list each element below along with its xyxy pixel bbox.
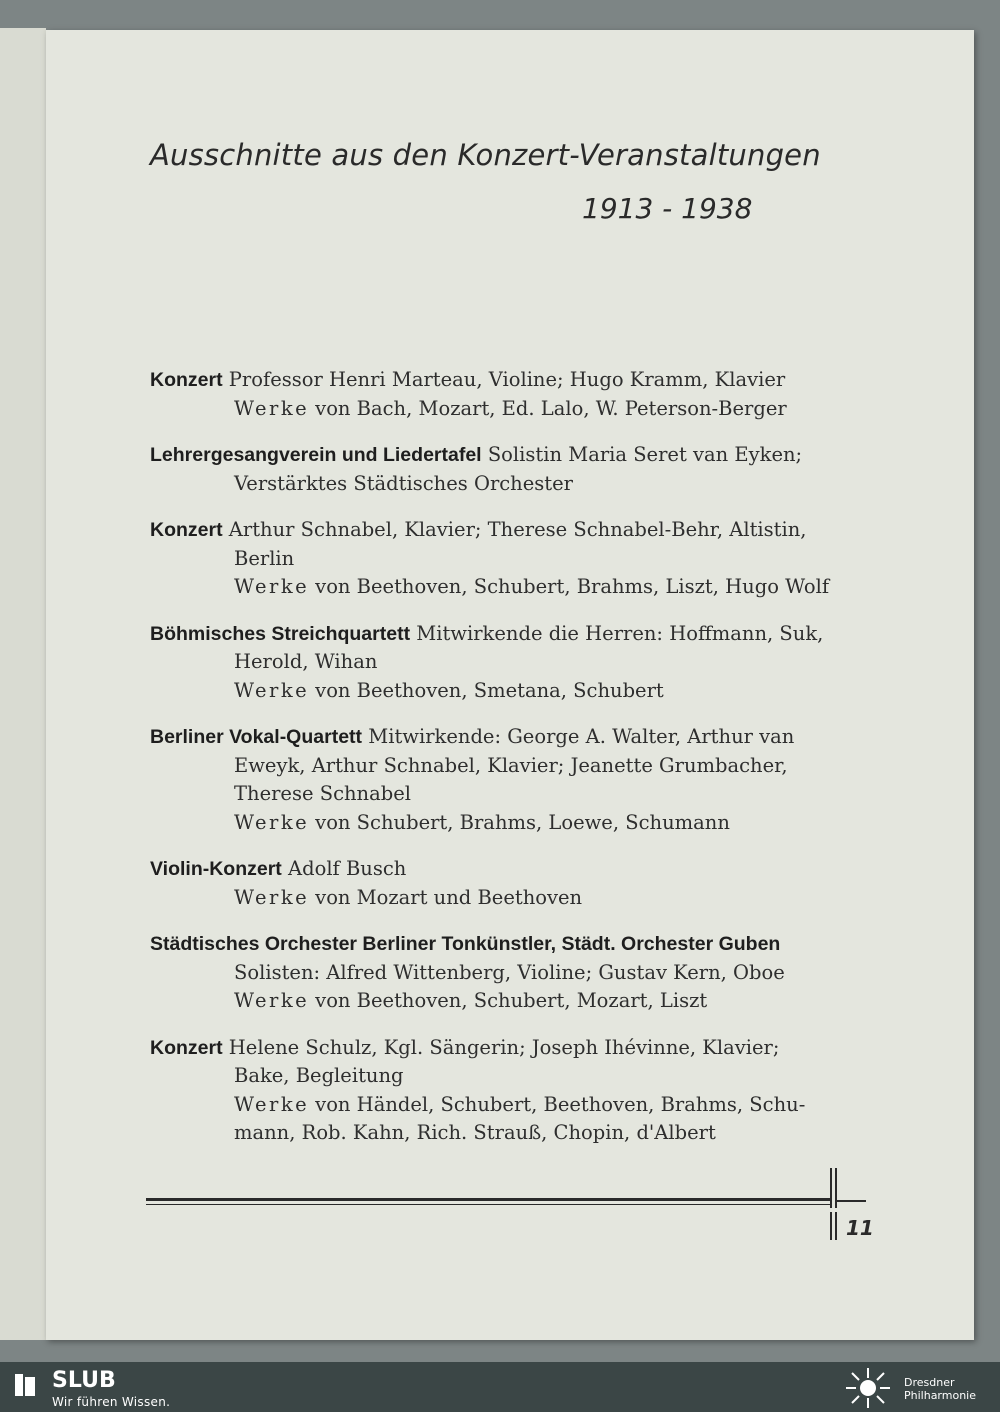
library-tagline: Wir führen Wissen. [52,1395,171,1409]
page-title: Ausschnitte aus den Konzert-Veranstaltungen [150,138,821,172]
entry-lead: Böhmisches Streichquartett [150,622,411,645]
entry-first-text: Helene Schulz, Kgl. Sängerin; Joseph Ihévinne, Klavier; [228,1035,780,1059]
footer-rule-thin [146,1204,832,1205]
corner-bar [835,1168,837,1208]
works-label: Werke [234,1092,310,1116]
page-number: 11 [846,1216,874,1240]
corner-bar [835,1212,837,1240]
entry-continuation: Therese Schnabel [234,782,411,805]
entry-lead: Konzert [150,1036,223,1059]
concert-entry [150,620,832,706]
works-list: von Beethoven, Schubert, Brahms, Liszt, Hugo Wolf [315,575,830,598]
entry-works [150,677,832,706]
library-name[interactable]: SLUB [52,1368,116,1393]
works-list: von Schubert, Brahms, Loewe, Schumann [315,810,730,834]
entry-works-continuation: mann, Rob. Kahn, Rich. Strauß, Chopin, d'Albert [234,1121,716,1144]
works-label: Werke [234,396,310,420]
page-years: 1913 - 1938 [582,192,753,225]
entry-continuation: Solisten: Alfred Wittenberg, Violine; Gustav Kern, Oboe [234,960,785,984]
entry-lead: Konzert [150,519,223,541]
entry-first-line [150,930,832,959]
concert-entry [150,855,832,912]
entry-first-text: Solistin Maria Seret van Eyken; [487,443,803,466]
entry-lead: Violin-Konzert [150,858,282,880]
entry-first-text: Arthur Schnabel, Klavier; Therese Schnabel-Behr, Altistin, [228,518,807,541]
entry-continuation: Herold, Wihan [234,650,378,673]
works-list: von Mozart und Beethoven [315,885,583,909]
concert-entry [150,441,832,498]
entry-continuation: Berlin [234,546,295,570]
entry-lead: Städtisches Orchester Berliner Tonkünstler, Städt. Orchester Guben [150,933,781,955]
entry-first-line [150,516,832,545]
facing-page-edge [0,28,46,1340]
corner-bar [830,1168,832,1208]
concert-entry [150,366,832,423]
entry-continuation: Verstärktes Städtisches Orchester [234,471,573,495]
entry-lead: Konzert [150,369,223,391]
concert-entry [150,516,832,602]
works-list: von Beethoven, Smetana, Schubert [315,678,664,702]
entry-first-line [150,723,832,752]
entry-works [150,1091,832,1120]
starburst-logo-icon [842,1366,894,1410]
works-label: Werke [234,678,310,702]
entry-first-text: Professor Henri Marteau, Violine; Hugo Kramm, Klavier [228,368,786,391]
entry-first-line [150,620,832,649]
concert-entry [150,930,832,1016]
entry-first-line [150,1034,832,1063]
entry-continuation: Eweyk, Arthur Schnabel, Klavier; Jeanette Grumbacher, [234,753,788,777]
works-label: Werke [234,575,310,598]
entry-first-text: Mitwirkende: George A. Walter, Arthur van [368,725,795,748]
entry-continuation: Bake, Begleitung [234,1064,404,1087]
concert-list [150,366,832,1166]
concert-entry [150,723,832,837]
corner-bar [830,1212,832,1240]
entry-first-text: Adolf Busch [288,857,407,880]
concert-entry [150,1034,832,1148]
entry-works [150,809,832,838]
book-icon [12,1372,38,1398]
partner-name[interactable] [904,1376,976,1402]
entry-lead: Lehrergesangverein und Liedertafel [150,444,482,466]
entry-works [150,987,832,1016]
works-list: von Beethoven, Schubert, Mozart, Liszt [315,989,708,1012]
viewer-footer [0,1362,1000,1412]
works-label: Werke [234,989,310,1012]
entry-first-line [150,366,832,395]
partner-name-line1: Dresdner [904,1376,955,1389]
entry-first-line [150,441,832,470]
entry-first-line [150,855,832,884]
works-list: von Bach, Mozart, Ed. Lalo, W. Peterson-Berger [315,396,787,420]
works-label: Werke [234,885,310,909]
entry-first-text: Mitwirkende die Herren: Hoffmann, Suk, [416,621,824,645]
footer-rule-right [836,1200,866,1202]
entry-works [150,395,832,424]
entry-lead: Berliner Vokal-Quartett [150,726,363,748]
entry-works [150,573,832,602]
document-page [46,30,974,1340]
works-list: von Händel, Schubert, Beethoven, Brahms, Schu- [315,1092,806,1116]
footer-rule [146,1198,832,1201]
entry-works [150,884,832,913]
partner-name-line2: Philharmonie [904,1389,976,1402]
works-label: Werke [234,810,310,834]
